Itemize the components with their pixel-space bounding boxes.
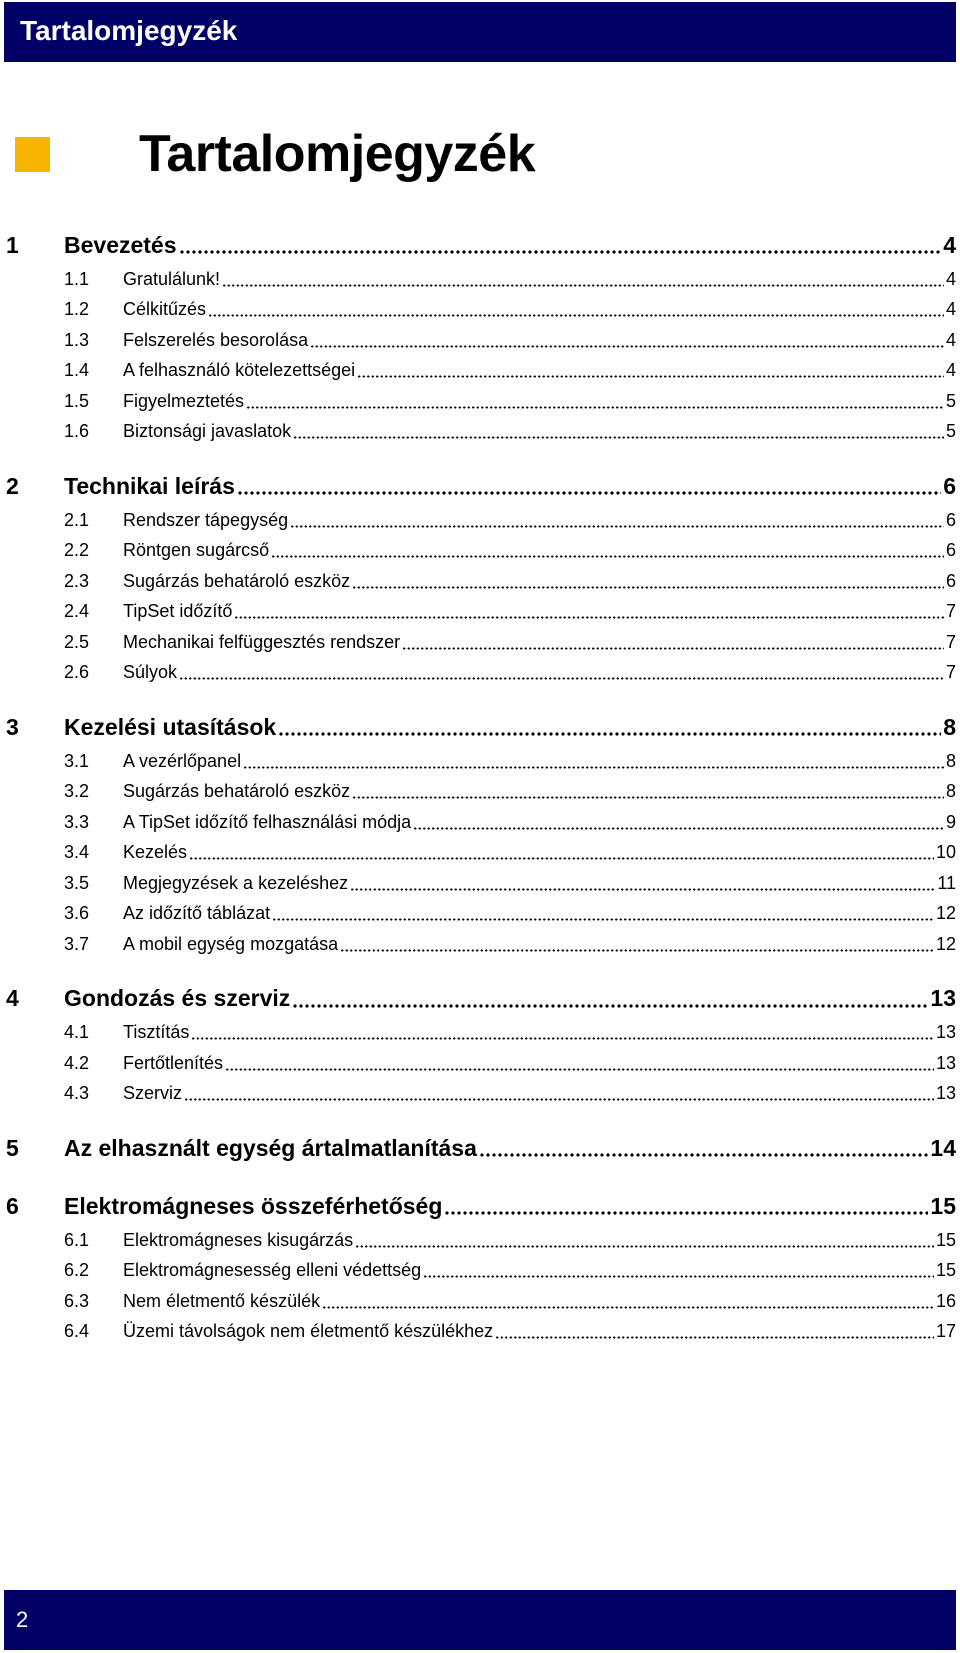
toc-entry-title: Sugárzás behatároló eszköz: [123, 570, 351, 591]
toc-dot-leader: [184, 1098, 934, 1101]
toc-chapter-entry-2[interactable]: [0, 467, 960, 505]
toc-section-entry-6-3[interactable]: [0, 1286, 960, 1317]
toc-entry-number: 3.3: [64, 811, 90, 832]
toc-entry-page: 15: [935, 1260, 956, 1281]
toc-dot-leader: [243, 766, 944, 769]
header-bar: [4, 2, 956, 62]
toc-entry-page: 13: [930, 985, 956, 1011]
toc-entry-title: Elektromágneses kisugárzás: [123, 1229, 354, 1250]
toc-section-entry-3-3[interactable]: [0, 807, 960, 838]
toc-section-entry-6-2[interactable]: [0, 1256, 960, 1287]
toc-chapter-entry-4[interactable]: [0, 980, 960, 1018]
toc-dot-leader: [495, 1336, 934, 1339]
toc-entry-page: 12: [935, 933, 956, 954]
toc-entry-page: 11: [937, 872, 956, 893]
toc-entry-number: 4.3: [64, 1083, 90, 1104]
toc-dot-leader: [189, 857, 934, 860]
toc-entry-page: 6: [945, 570, 956, 591]
toc-dot-leader: [191, 1037, 934, 1040]
toc-entry-number: 1.3: [64, 329, 90, 350]
toc-entry-page: 4: [945, 329, 956, 350]
toc-section-entry-2-4[interactable]: [0, 597, 960, 628]
toc-dot-leader: [444, 1211, 928, 1215]
toc-entry-title: A felhasználó kötelezettségei: [123, 360, 356, 381]
toc-entry-page: 5: [945, 421, 956, 442]
toc-entry-page: 16: [935, 1290, 956, 1311]
toc-dot-leader: [340, 949, 934, 952]
toc-entry-title: Gondozás és szerviz: [64, 985, 291, 1011]
toc-entry-number: 6.4: [64, 1321, 90, 1342]
toc-entry-title: Az elhasznált egység ártalmatlanítása: [64, 1134, 477, 1161]
toc-chapter-entry-6[interactable]: [0, 1187, 960, 1225]
toc-entry-number: 3: [6, 713, 19, 740]
toc-entry-number: 1.6: [64, 421, 90, 442]
table-of-contents: [0, 226, 960, 1367]
toc-entry-page: 13: [935, 1022, 956, 1043]
toc-entry-page: 7: [945, 601, 956, 622]
toc-entry-number: 2.4: [64, 601, 90, 622]
toc-entry-page: 12: [935, 903, 956, 924]
toc-entry-title: A vezérlőpanel: [123, 750, 242, 771]
toc-entry-page: 8: [943, 713, 956, 740]
toc-chapter-group: [0, 226, 960, 447]
toc-entry-number: 6.2: [64, 1260, 90, 1281]
toc-dot-leader: [222, 284, 944, 287]
toc-chapter-entry-1[interactable]: [0, 226, 960, 264]
toc-entry-number: 6.3: [64, 1290, 90, 1311]
toc-entry-number: 2: [6, 472, 19, 499]
toc-section-entry-4-1[interactable]: [0, 1018, 960, 1049]
title-accent-square: [15, 137, 50, 172]
toc-entry-title: Sugárzás behatároló eszköz: [123, 781, 351, 802]
toc-entry-title: Technikai leírás: [64, 472, 235, 499]
toc-entry-number: 2.1: [64, 509, 90, 530]
toc-entry-title: Kezelési utasítások: [64, 713, 277, 740]
toc-section-entry-2-3[interactable]: [0, 566, 960, 597]
toc-dot-leader: [352, 586, 944, 589]
toc-entry-page: 7: [945, 662, 956, 683]
toc-dot-leader: [237, 491, 941, 495]
toc-entry-page: 4: [943, 231, 956, 258]
toc-entry-page: 6: [943, 472, 956, 499]
toc-dot-leader: [423, 1275, 934, 1278]
toc-entry-page: 8: [945, 750, 956, 771]
toc-section-entry-6-4[interactable]: [0, 1317, 960, 1348]
toc-entry-title: Üzemi távolságok nem életmentő készülékhez: [123, 1321, 494, 1342]
toc-entry-number: 4.1: [64, 1022, 90, 1043]
toc-entry-page: 7: [945, 631, 956, 652]
toc-section-entry-2-1[interactable]: [0, 505, 960, 536]
toc-entry-page: 4: [945, 299, 956, 320]
toc-entry-number: 2.3: [64, 570, 90, 591]
toc-dot-leader: [292, 1004, 928, 1008]
toc-section-entry-3-2[interactable]: [0, 777, 960, 808]
toc-section-entry-1-5[interactable]: [0, 386, 960, 417]
toc-dot-leader: [290, 525, 944, 528]
toc-dot-leader: [208, 314, 944, 317]
toc-dot-leader: [479, 1153, 929, 1157]
toc-entry-title: Felszerelés besorolása: [123, 329, 309, 350]
footer-bar: [4, 1590, 956, 1650]
toc-entry-page: 13: [935, 1083, 956, 1104]
toc-entry-title: A TipSet időzítő felhasználási módja: [123, 811, 412, 832]
toc-chapter-group: [0, 708, 960, 960]
toc-chapter-group: [0, 467, 960, 688]
toc-entry-title: Súlyok: [123, 662, 178, 683]
toc-entry-number: 4: [6, 985, 19, 1011]
toc-entry-title: Nem életmentő készülék: [123, 1290, 321, 1311]
toc-entry-title: Célkitűzés: [123, 299, 207, 320]
page-number: 2: [16, 1607, 29, 1632]
toc-entry-page: 13: [935, 1052, 956, 1073]
toc-section-entry-1-3[interactable]: [0, 325, 960, 356]
toc-entry-title: Bevezetés: [64, 231, 177, 258]
toc-entry-title: Rendszer tápegység: [123, 509, 289, 530]
toc-entry-title: Mechanikai felfüggesztés rendszer: [123, 631, 401, 652]
toc-section-entry-3-5[interactable]: [0, 868, 960, 899]
toc-dot-leader: [179, 677, 944, 680]
toc-entry-number: 2.5: [64, 631, 90, 652]
toc-section-entry-3-7[interactable]: [0, 929, 960, 960]
toc-entry-title: Szerviz: [123, 1083, 183, 1104]
toc-dot-leader: [246, 406, 944, 409]
toc-entry-number: 4.2: [64, 1052, 90, 1073]
toc-entry-title: Megjegyzések a kezeléshez: [123, 872, 349, 893]
toc-dot-leader: [272, 918, 934, 921]
toc-dot-leader: [413, 827, 944, 830]
toc-entry-page: 17: [935, 1321, 956, 1342]
toc-chapter-entry-5[interactable]: [0, 1129, 960, 1167]
toc-dot-leader: [179, 250, 942, 254]
toc-dot-leader: [293, 436, 944, 439]
toc-dot-leader: [271, 555, 944, 558]
toc-entry-page: 9: [945, 811, 956, 832]
toc-entry-title: A mobil egység mozgatása: [123, 933, 339, 954]
toc-entry-title: Gratulálunk!: [123, 268, 221, 289]
toc-entry-page: 4: [945, 360, 956, 381]
toc-chapter-group: [0, 980, 960, 1110]
toc-entry-page: 15: [935, 1229, 956, 1250]
toc-dot-leader: [278, 732, 941, 736]
toc-entry-number: 6: [6, 1192, 19, 1219]
toc-section-entry-4-2[interactable]: [0, 1048, 960, 1079]
toc-section-entry-1-4[interactable]: [0, 356, 960, 387]
toc-entry-page: 5: [945, 390, 956, 411]
toc-dot-leader: [357, 375, 944, 378]
toc-chapter-group: [0, 1129, 960, 1167]
toc-dot-leader: [352, 796, 944, 799]
toc-entry-title: Elektromágnesesség elleni védettség: [123, 1260, 422, 1281]
toc-entry-title: Elektromágneses összeférhetőség: [64, 1192, 443, 1219]
toc-entry-number: 3.4: [64, 842, 90, 863]
toc-dot-leader: [322, 1306, 934, 1309]
toc-dot-leader: [225, 1068, 934, 1071]
toc-entry-number: 2.6: [64, 662, 90, 683]
toc-entry-number: 1.5: [64, 390, 90, 411]
toc-entry-title: Figyelmeztetés: [123, 390, 245, 411]
toc-entry-title: Kezelés: [123, 842, 188, 863]
toc-dot-leader: [402, 647, 944, 650]
toc-section-entry-3-6[interactable]: [0, 899, 960, 930]
toc-dot-leader: [234, 616, 944, 619]
toc-entry-title: Röntgen sugárcső: [123, 540, 270, 561]
toc-entry-page: 4: [945, 268, 956, 289]
toc-section-entry-6-1[interactable]: [0, 1225, 960, 1256]
toc-section-entry-2-2[interactable]: [0, 536, 960, 567]
toc-dot-leader: [355, 1245, 934, 1248]
toc-entry-number: 3.7: [64, 933, 90, 954]
toc-entry-number: 6.1: [64, 1229, 90, 1250]
toc-entry-title: Tisztítás: [123, 1022, 190, 1043]
page-title: Tartalomjegyzék: [139, 125, 536, 183]
toc-entry-number: 3.6: [64, 903, 90, 924]
toc-entry-number: 3.1: [64, 750, 90, 771]
toc-entry-number: 2.2: [64, 540, 90, 561]
toc-entry-title: Biztonsági javaslatok: [123, 421, 292, 442]
toc-section-entry-3-1[interactable]: [0, 746, 960, 777]
toc-section-entry-1-1[interactable]: [0, 264, 960, 295]
toc-entry-page: 10: [935, 842, 956, 863]
toc-section-entry-2-6[interactable]: [0, 658, 960, 689]
toc-entry-number: 5: [6, 1134, 19, 1161]
toc-entry-title: Fertőtlenítés: [123, 1052, 224, 1073]
toc-dot-leader: [310, 345, 944, 348]
toc-chapter-entry-3[interactable]: [0, 708, 960, 746]
toc-entry-number: 1.2: [64, 299, 90, 320]
toc-entry-page: 6: [945, 540, 956, 561]
toc-entry-page: 6: [945, 509, 956, 530]
toc-entry-number: 3.5: [64, 872, 90, 893]
toc-dot-leader: [350, 888, 935, 891]
header-title: Tartalomjegyzék: [20, 15, 238, 46]
toc-entry-number: 1.4: [64, 360, 90, 381]
toc-entry-title: TipSet időzítő: [123, 601, 233, 622]
toc-entry-number: 1.1: [64, 268, 90, 289]
toc-section-entry-1-2[interactable]: [0, 295, 960, 326]
toc-chapter-group: [0, 1187, 960, 1347]
toc-section-entry-2-5[interactable]: [0, 627, 960, 658]
toc-section-entry-3-4[interactable]: [0, 838, 960, 869]
toc-entry-title: Az időzítő táblázat: [123, 903, 271, 924]
toc-section-entry-1-6[interactable]: [0, 417, 960, 448]
toc-entry-number: 1: [6, 231, 19, 258]
toc-section-entry-4-3[interactable]: [0, 1079, 960, 1110]
toc-entry-page: 8: [945, 781, 956, 802]
toc-entry-page: 15: [930, 1192, 956, 1219]
toc-entry-number: 3.2: [64, 781, 90, 802]
toc-entry-page: 14: [930, 1134, 956, 1161]
